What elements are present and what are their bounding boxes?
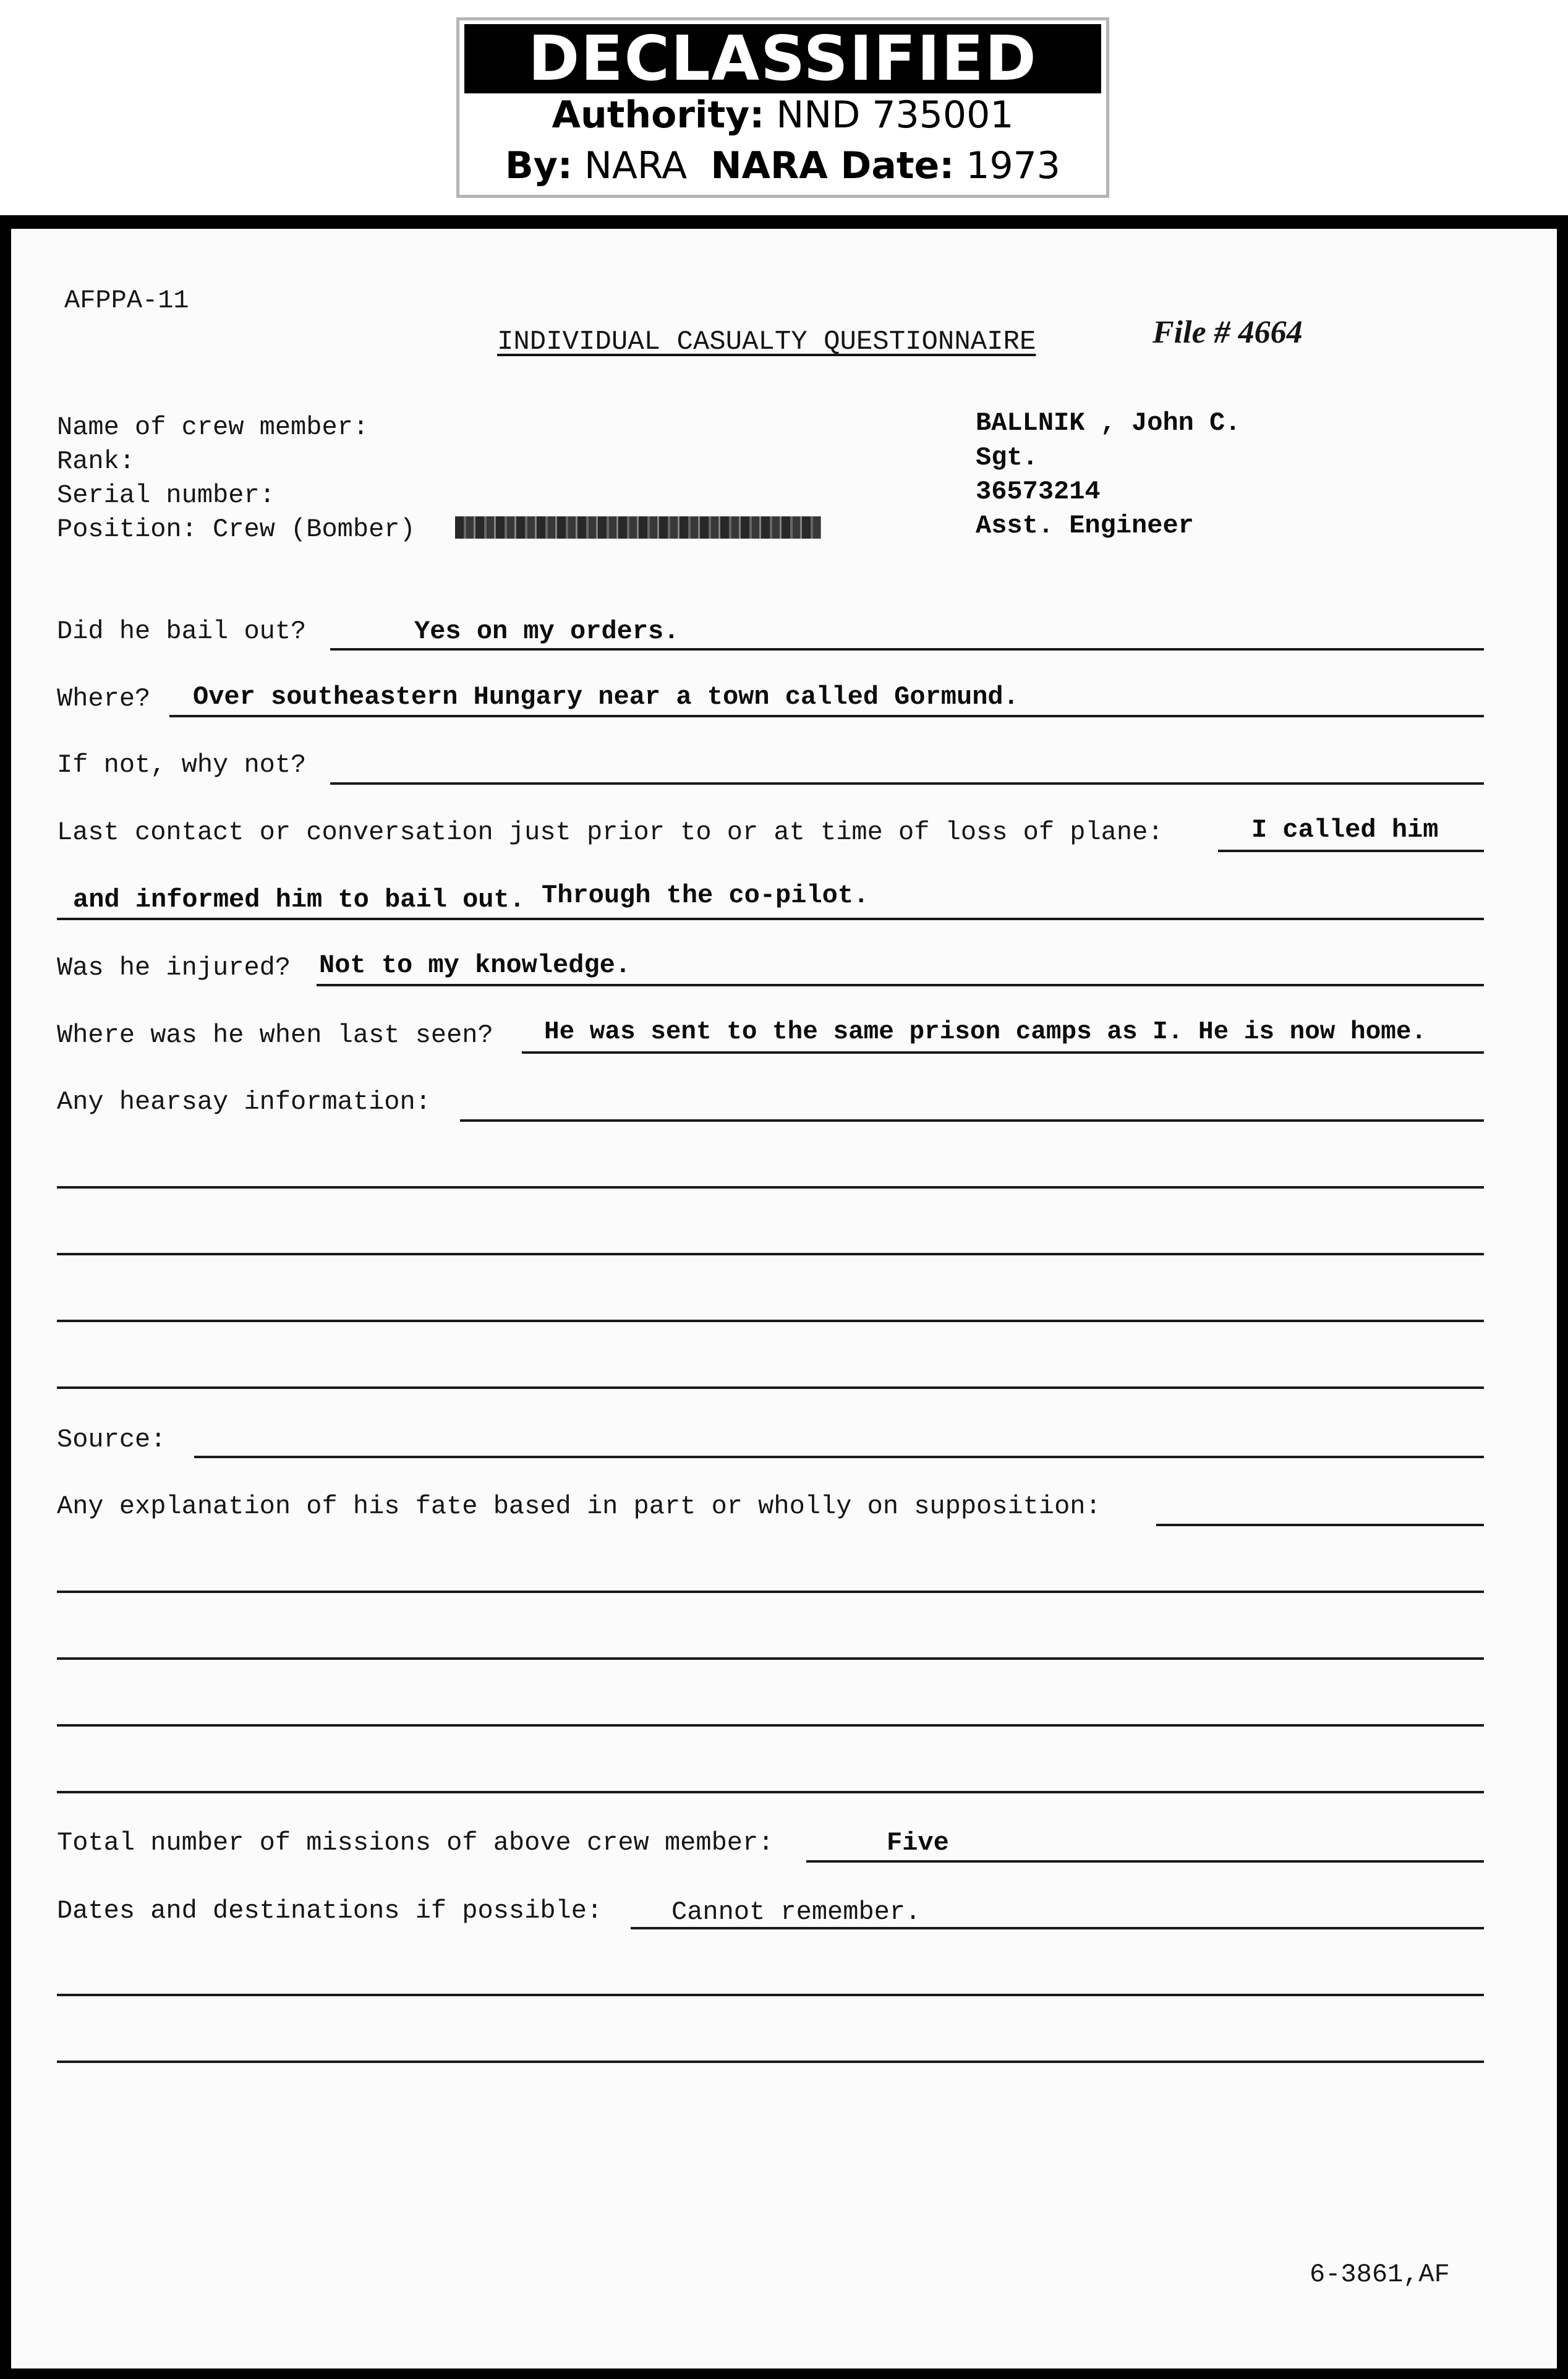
- hearsay-line-2: [57, 1186, 1484, 1189]
- injured-answer-line: [317, 984, 1484, 986]
- hearsay-line-1: [460, 1119, 1484, 1122]
- dates-line-2: [57, 1994, 1484, 1996]
- hearsay-line-3: [57, 1253, 1484, 1255]
- where-label: Where?: [57, 684, 151, 714]
- scanned-document: [0, 215, 1568, 2379]
- dates-line-3: [57, 2061, 1484, 2063]
- rank-value: Sgt.: [976, 443, 1038, 472]
- last-contact-value-3: Through the co-pilot.: [542, 881, 869, 910]
- missions-label: Total number of missions of above crew member:: [57, 1828, 774, 1858]
- last-seen-answer-line: [522, 1051, 1484, 1054]
- serial-value: 36573214: [976, 477, 1101, 506]
- hearsay-line-4: [57, 1320, 1484, 1322]
- bail-label: Did he bail out?: [57, 617, 307, 646]
- injured-value: Not to my knowledge.: [319, 950, 631, 980]
- last-seen-label: Where was he when last seen?: [57, 1020, 493, 1050]
- source-line: [194, 1456, 1484, 1458]
- ifnot-answer-line: [330, 782, 1484, 785]
- last-contact-line-1: [1218, 850, 1484, 852]
- last-contact-label: Last contact or conversation just prior to or at time of loss of plane:: [57, 818, 1164, 847]
- dates-value: Cannot remember.: [671, 1897, 921, 1927]
- explanation-line-5: [57, 1791, 1484, 1793]
- stamp-by-label: By:: [505, 144, 573, 187]
- stamp-date-value: 1973: [966, 144, 1060, 187]
- explanation-label: Any explanation of his fate based in part or wholly on supposition:: [57, 1492, 1101, 1521]
- position-value: Asst. Engineer: [976, 511, 1194, 540]
- bail-answer-line: [330, 648, 1484, 651]
- declassified-stamp: [456, 17, 1109, 198]
- injured-label: Was he injured?: [57, 953, 291, 983]
- last-seen-value: He was sent to the same prison camps as I. He is now home.: [544, 1018, 1427, 1046]
- last-contact-line-2: [57, 918, 1484, 920]
- stamp-date-label: NARA Date:: [710, 144, 955, 187]
- stamp-authority-label: Authority:: [552, 93, 765, 137]
- dates-line-1: [631, 1927, 1484, 1929]
- stamp-by-value: NARA: [584, 144, 688, 187]
- explanation-line-3: [57, 1657, 1484, 1660]
- redacted-text: [455, 516, 821, 539]
- where-answer-line: [169, 715, 1484, 717]
- stamp-banner: DECLASSIFIED: [464, 24, 1101, 93]
- form-title: INDIVIDUAL CASUALTY QUESTIONNAIRE: [497, 327, 1036, 357]
- explanation-line-2: [57, 1591, 1484, 1593]
- source-label: Source:: [57, 1425, 166, 1454]
- footer-form-code: 6-3861,AF: [1310, 2260, 1450, 2289]
- form-code: AFPPA-11: [64, 286, 189, 315]
- ifnot-label: If not, why not?: [57, 750, 307, 780]
- last-contact-value-1: I called him: [1251, 815, 1439, 845]
- position-label: Position: Crew (Bomber): [57, 515, 415, 544]
- questionnaire-page: [11, 229, 1557, 2368]
- explanation-line-4: [57, 1724, 1484, 1727]
- stamp-by-line: [459, 144, 1106, 187]
- hearsay-label: Any hearsay information:: [57, 1087, 431, 1117]
- stamp-authority-value: NND 735001: [776, 93, 1014, 137]
- bail-value: Yes on my orders.: [414, 617, 680, 646]
- serial-label: Serial number:: [57, 480, 275, 510]
- last-contact-value-2: and informed him to bail out.: [73, 885, 525, 915]
- rank-label: Rank:: [57, 446, 135, 476]
- stamp-authority-line: [459, 93, 1106, 137]
- hearsay-line-5: [57, 1386, 1484, 1389]
- name-label: Name of crew member:: [57, 412, 369, 442]
- file-number: File # 4664: [1153, 315, 1303, 350]
- where-value: Over southeastern Hungary near a town called Gormund.: [193, 682, 1019, 712]
- name-value: BALLNIK , John C.: [976, 408, 1241, 438]
- dates-label: Dates and destinations if possible:: [57, 1896, 603, 1926]
- missions-value: Five: [887, 1828, 949, 1858]
- explanation-line-1: [1156, 1524, 1484, 1526]
- missions-answer-line: [806, 1860, 1484, 1863]
